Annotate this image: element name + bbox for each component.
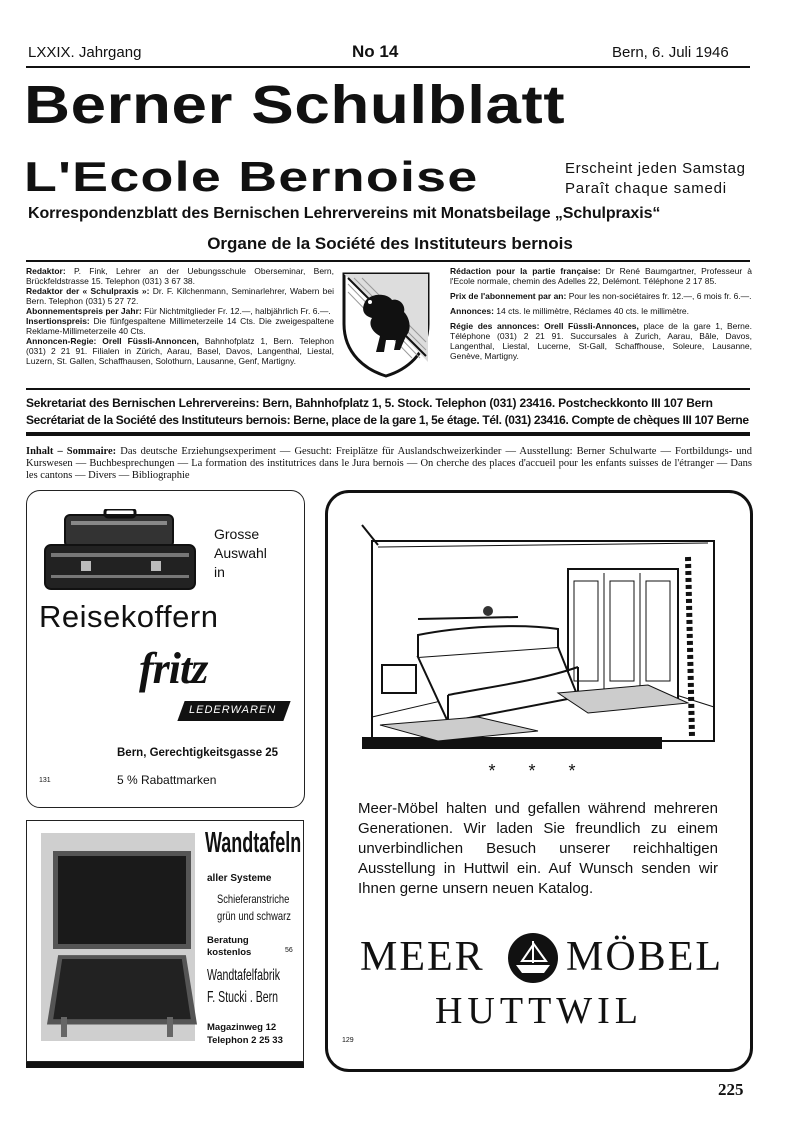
bern-coat-of-arms-icon (340, 270, 432, 378)
ad-meer-town: HUTTWIL (434, 990, 644, 1032)
ad-fritz-brand-tag: LEDERWAREN (189, 704, 277, 716)
imprint-right (450, 266, 752, 361)
ad-stucki-ref: 56 (285, 947, 293, 954)
imprint-entry: Abonnementspreis per Jahr: Für Nichtmitglieder Fr. 12.—, halbjährlich Fr. 6.—. (26, 306, 331, 316)
ad-fritz-address: Bern, Gerechtigkeitsgasse 25 (117, 747, 279, 759)
table-of-contents (26, 446, 752, 482)
frequency-de: Erscheint jeden Samstag (565, 160, 746, 177)
masthead-title-fr: L'Ecole Bernoise (24, 153, 479, 200)
masthead-rule (26, 260, 750, 262)
imprint-entry: Redaktor: P. Fink, Lehrer an der Uebungsschule Oberseminar, Bern, Brückfeldstrasse 15. Telephon (031) 3 67 38. (26, 266, 334, 286)
ad-meer-stars: * * * (488, 761, 590, 781)
volume-label: LXXIX. Jahrgang (28, 44, 142, 61)
imprint-entry: Annonces: 14 cts. le millimètre, Réclames 40 cts. le millimètre. (450, 306, 690, 316)
masthead-title-de: Berner Schulblatt (24, 75, 566, 135)
subtitle-de: Korrespondenzblatt des Bernischen Lehrervereins mit Monatsbeilage „Schulpraxis“ (28, 205, 661, 222)
frequency-fr: Paraît chaque samedi (565, 180, 727, 197)
subtitle-fr: Organe de la Société des Instituteurs bernois (207, 234, 573, 253)
secretariat-de: Sekretariat des Bernischen Lehrervereins: Bern, Bahnhofplatz 1, 5. Stock. Telephon (031) 23416. Postcheckkonto III 107 Bern (26, 396, 713, 410)
ad-stucki-paint: Schieferanstriche grün und schwarz (217, 892, 291, 923)
ad-stucki-bottom-bar (26, 1062, 304, 1068)
contents-text: Das deutsche Erziehungsexperiment — Gesucht: Freiplätze für Auslandschweizerkinder — Ausstellung: Berner Schulwarte — Fortbildungs- und Kurswesen — Buchbesprechungen — La formation des institutrices dans le Jura bernois — On cherche des places d'accueil pour les enfants suisses de l'étranger — Dans les cantons — Divers — Bibliographie (26, 446, 752, 481)
ad-meer-ref: 129 (342, 1037, 354, 1044)
ad-fritz-discount: 5 % Rabattmarken (117, 773, 217, 787)
secretariat-rule (26, 432, 750, 436)
imprint-left (26, 266, 334, 366)
contents-label: Inhalt – Sommaire: (26, 446, 117, 457)
imprint-entry: Redaktor der « Schulpraxis »: Dr. F. Kilchenmann, Seminarlehrer, Wabern bei Bern. Telephon (031) 5 27 72. (26, 286, 334, 306)
ad-meer-brand-right: MÖBEL (566, 934, 723, 980)
ad-meer-moebel (325, 490, 753, 1072)
imprint-entry: Insertionspreis: Die fünfgespaltene Millimeterzeile 14 Cts. Die zweigespaltene Reklame-Millimeterzeile 40 Cts. (26, 316, 334, 336)
ad-stucki-systems: aller Systeme (207, 873, 272, 884)
ad-stucki-company: Wandtafelfabrik F. Stucki . Bern (207, 967, 280, 1006)
ad-stucki (26, 820, 304, 1062)
ad-fritz-ref: 131 (39, 777, 51, 784)
header-rule (26, 66, 750, 68)
ad-fritz-intro: Grosse Auswahl in (214, 526, 267, 580)
ad-fritz-brand: fritz (139, 644, 208, 693)
blackboard-photo (41, 833, 195, 1041)
imprint-entry: Régie des annonces: Orell Füssli-Annonces, place de la gare 1, Berne. Téléphone (031) 2 21 91. Succursales à Zurich, Aarau, Bâle, Davos, Langenthal, Liestal, Lucerne, St-Gall, Schaffhouse, Soleure, Lausanne, Genève, Martigny. (450, 321, 752, 361)
imprint-entry: Annoncen-Regie: Orell Füssli-Annoncen, Bahnhofplatz 1, Bern. Telephon (031) 2 21 91. Filialen in Zürich, Aarau, Basel, Davos, Langenthal, Liestal, Luzern, St. Gallen, Schaffhausen, Solothurn, Lausanne, Genf, Martigny. (26, 336, 334, 366)
ad-stucki-address: Magazinweg 12 Telephon 2 25 33 (207, 1022, 283, 1046)
imprint-rule (26, 388, 750, 390)
secretariat-fr: Secrétariat de la Société des Instituteurs bernois: Berne, place de la gare 1, 5e étage. Tél. (031) 23416. Compte de chèques III 107 Berne (26, 413, 749, 427)
issue-date: Bern, 6. Juli 1946 (612, 44, 729, 61)
ad-fritz-headline: Reisekoffern (39, 599, 219, 634)
ad-fritz (26, 490, 305, 808)
ad-meer-copy: Meer-Möbel halten und gefallen während mehreren Generationen. Wir laden Sie freundlich zu einem unverbindlichen Besuch unserer reichhaltigen Ausstellung in Huttwil ein. Auf Wunsch senden wir Ihnen gerne unsern neuen Katalog. (358, 800, 718, 897)
issue-number: No 14 (352, 42, 399, 61)
imprint-entry: Rédaction pour la partie française: Dr René Baumgartner, Professeur à l'Ecole normale, chemin des Adelles 22, Delémont. Téléphone 2 17 85. (450, 266, 752, 286)
imprint-entry: Prix de l'abonnement par an: Pour les non-sociétaires fr. 12.—, 6 mois fr. 6.—. (450, 291, 752, 301)
ship-logo-icon (506, 931, 560, 985)
ad-stucki-headline: Wandtafeln (205, 827, 302, 859)
page-number: 225 (718, 1080, 744, 1099)
ad-stucki-advice: Beratung kostenlos (207, 935, 252, 958)
ad-meer-brand-left: MEER (360, 934, 485, 980)
bedroom-illustration (358, 517, 728, 753)
suitcase-icon (41, 509, 201, 595)
